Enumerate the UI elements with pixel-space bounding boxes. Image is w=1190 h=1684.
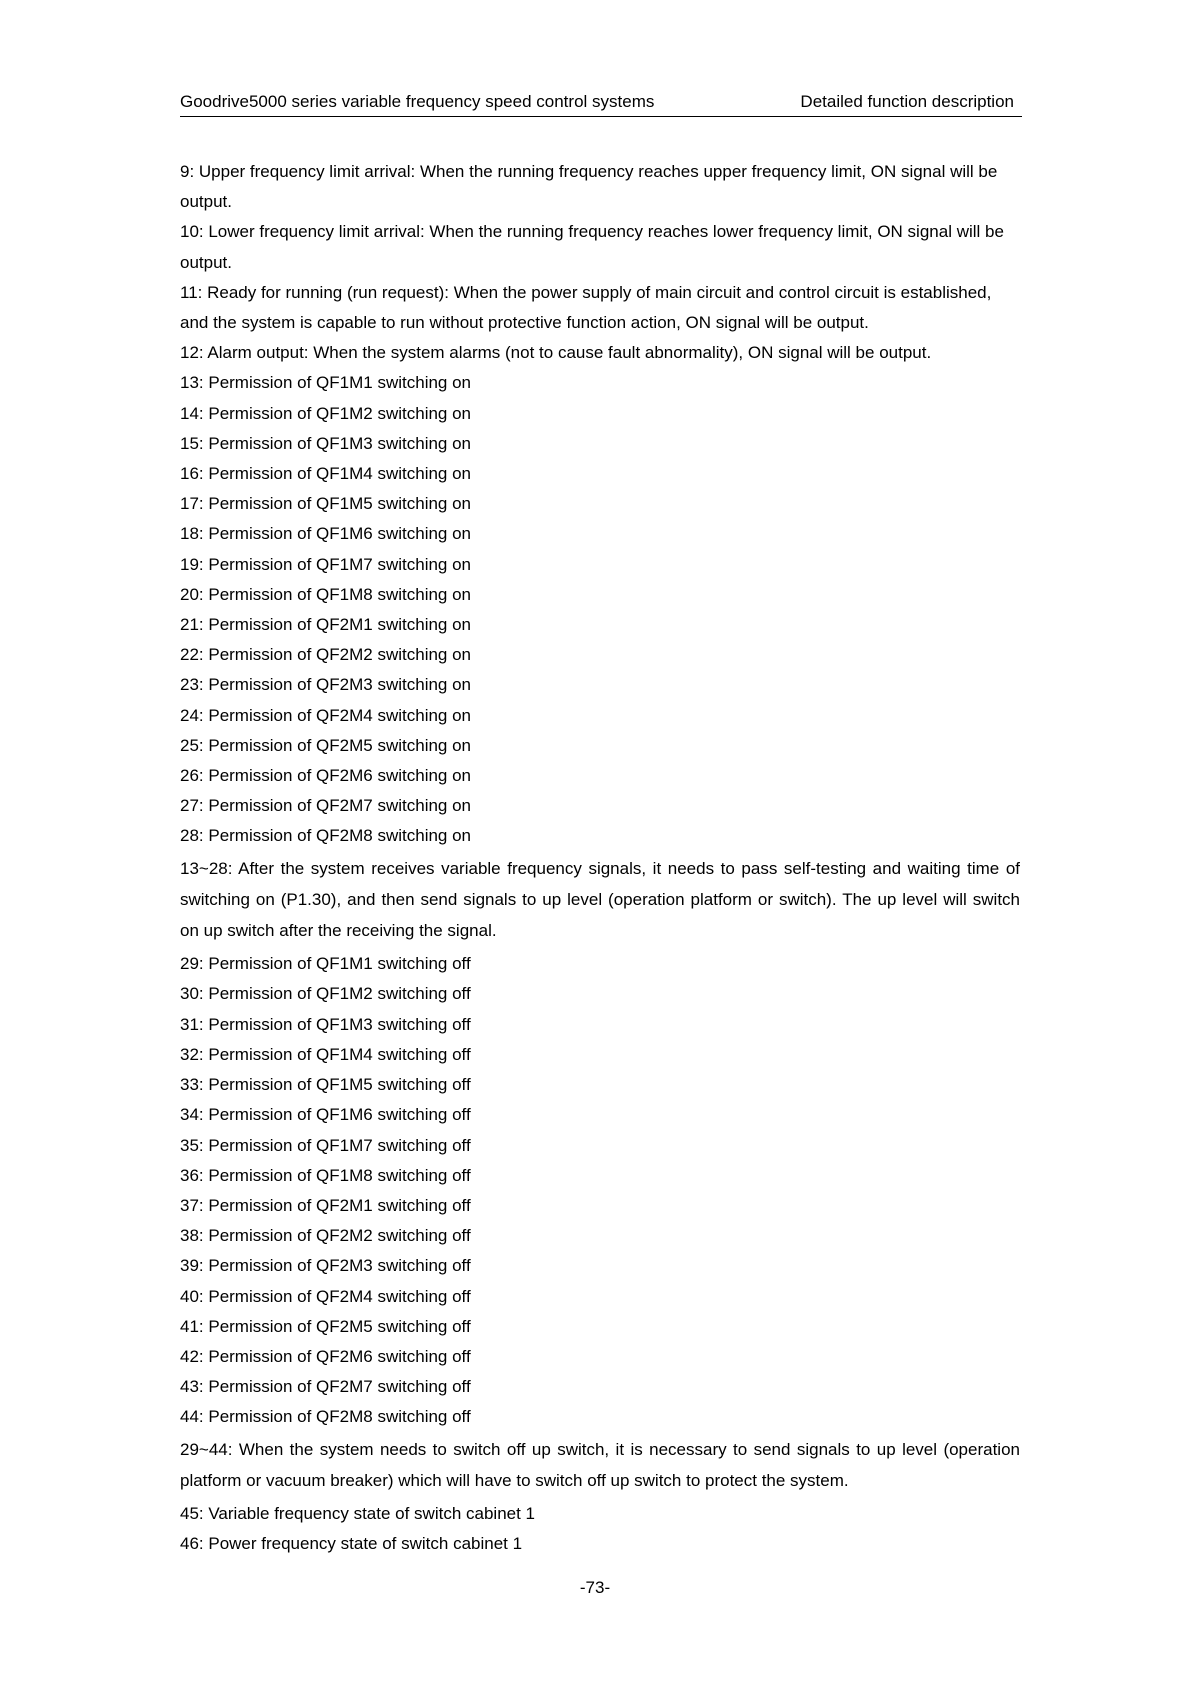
paragraph: 38: Permission of QF2M2 switching off <box>180 1226 471 1246</box>
paragraph: 19: Permission of QF1M7 switching on <box>180 554 472 574</box>
paragraph: 20: Permission of QF1M8 switching on <box>180 584 472 604</box>
paragraph: 32: Permission of QF1M4 switching off <box>180 1044 471 1064</box>
paragraph: 12: Alarm output: When the system alarms (not to cause fault abnormality), ON signal will be output. <box>180 343 932 363</box>
paragraph: 35: Permission of QF1M7 switching off <box>180 1135 471 1155</box>
paragraph: 46: Power frequency state of switch cabinet 1 <box>180 1534 523 1554</box>
paragraph: 34: Permission of QF1M6 switching off <box>180 1105 471 1125</box>
paragraph: 25: Permission of QF2M5 switching on <box>180 735 472 755</box>
page-header <box>180 90 1022 117</box>
paragraph: 10: Lower frequency limit arrival: When the running frequency reaches lower frequency limit, ON signal will be output. <box>180 222 1004 272</box>
paragraph: 28: Permission of QF2M8 switching on <box>180 826 472 846</box>
paragraph: 29: Permission of QF1M1 switching off <box>180 954 471 974</box>
paragraph: 43: Permission of QF2M7 switching off <box>180 1377 471 1397</box>
paragraph: 29~44: When the system needs to switch off up switch, it is necessary to send signals to up level (operation platform or vacuum breaker) which will have to switch off up switch to protect the system. <box>180 1439 1020 1490</box>
paragraph: 24: Permission of QF2M4 switching on <box>180 705 472 725</box>
paragraph: 44: Permission of QF2M8 switching off <box>180 1407 471 1427</box>
paragraph: 40: Permission of QF2M4 switching off <box>180 1286 471 1306</box>
paragraph: 26: Permission of QF2M6 switching on <box>180 766 472 786</box>
paragraph: 15: Permission of QF1M3 switching on <box>180 433 472 453</box>
paragraph: 13: Permission of QF1M1 switching on <box>180 373 472 393</box>
paragraph: 39: Permission of QF2M3 switching off <box>180 1256 471 1276</box>
paragraph: 18: Permission of QF1M6 switching on <box>180 524 472 544</box>
paragraph: 30: Permission of QF1M2 switching off <box>180 984 471 1004</box>
header-title: Goodrive5000 series variable frequency speed control systems <box>180 92 655 111</box>
paragraph: 36: Permission of QF1M8 switching off <box>180 1165 471 1185</box>
paragraph: 14: Permission of QF1M2 switching on <box>180 403 472 423</box>
paragraph: 16: Permission of QF1M4 switching on <box>180 464 472 484</box>
paragraph: 45: Variable frequency state of switch cabinet 1 <box>180 1503 535 1523</box>
paragraph: 37: Permission of QF2M1 switching off <box>180 1195 471 1215</box>
paragraph: 13~28: After the system receives variable frequency signals, it needs to pass self-testing and waiting time of switching on (P1.30), and then send signals to up level (operation platform or switch). The up level will switch on up switch after the receiving the signal. <box>180 858 1020 941</box>
paragraph: 33: Permission of QF1M5 switching off <box>180 1075 471 1095</box>
paragraph: 41: Permission of QF2M5 switching off <box>180 1316 471 1336</box>
paragraph: 27: Permission of QF2M7 switching on <box>180 796 472 816</box>
paragraph: 21: Permission of QF2M1 switching on <box>180 615 472 635</box>
paragraph: 11: Ready for running (run request): When the power supply of main circuit and control circuit is established, and the system is capable to run without protective function action, ON signal will be output. <box>180 282 992 333</box>
paragraph: 22: Permission of QF2M2 switching on <box>180 645 472 665</box>
paragraph: 23: Permission of QF2M3 switching on <box>180 675 472 695</box>
header-section: Detailed function description <box>800 92 1014 111</box>
page-body <box>180 157 1020 1559</box>
paragraph: 9: Upper frequency limit arrival: When the running frequency reaches upper frequency limit, ON signal will be output. <box>180 162 998 212</box>
paragraph: 31: Permission of QF1M3 switching off <box>180 1014 471 1034</box>
paragraph: 17: Permission of QF1M5 switching on <box>180 494 472 514</box>
page-number: -73- <box>579 1578 611 1597</box>
paragraph: 42: Permission of QF2M6 switching off <box>180 1346 471 1366</box>
